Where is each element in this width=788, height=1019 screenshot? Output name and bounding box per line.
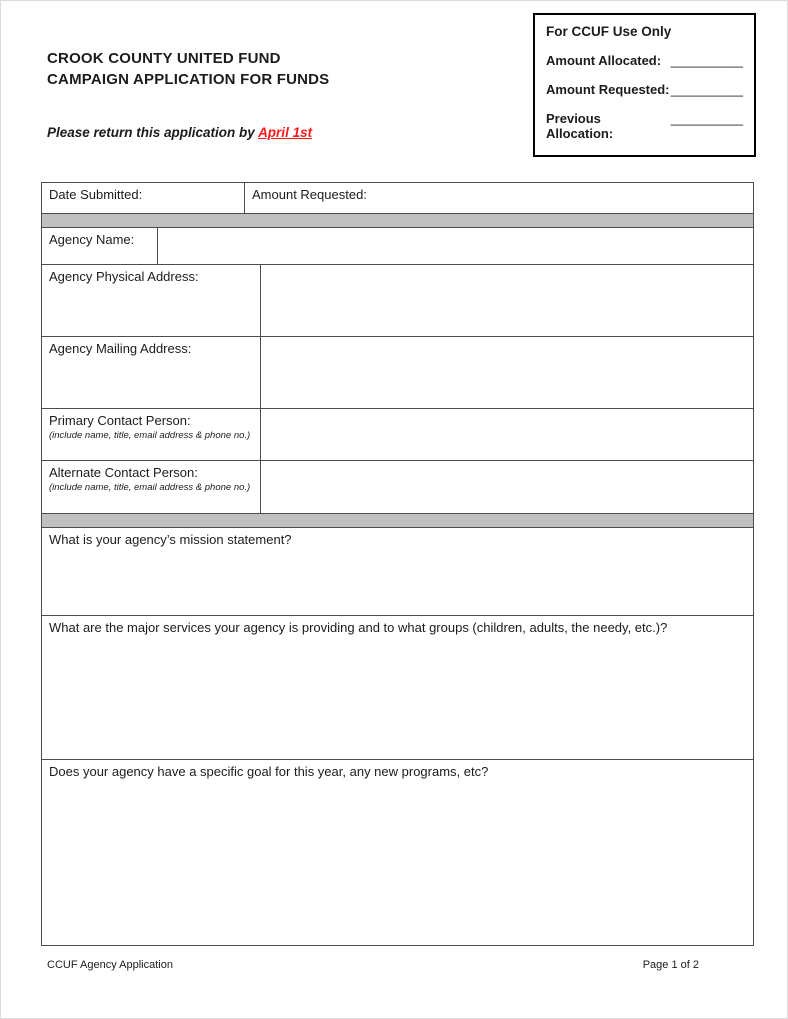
physical-address-label: Agency Physical Address: bbox=[49, 269, 199, 284]
row-agency-name bbox=[42, 228, 753, 265]
row-primary-contact bbox=[42, 409, 753, 461]
question-mission-cell bbox=[42, 528, 753, 615]
question-goal-cell bbox=[42, 760, 753, 945]
ccuf-field-label: Previous Allocation: bbox=[546, 111, 614, 141]
ccuf-box-title: For CCUF Use Only bbox=[546, 24, 672, 39]
question-goal-label: Does your agency have a specific goal for this year, any new programs, etc? bbox=[49, 764, 489, 779]
row-date-amount bbox=[42, 183, 753, 214]
physical-address-label-cell bbox=[42, 265, 260, 336]
physical-address-value-cell bbox=[260, 265, 753, 336]
primary-contact-note: (include name, title, email address & phone no.) bbox=[49, 430, 251, 442]
question-services-cell bbox=[42, 616, 753, 759]
ccuf-field-blank: __________ bbox=[670, 82, 743, 97]
question-mission-label: What is your agency’s mission statement? bbox=[49, 532, 292, 547]
document-title-block bbox=[47, 48, 329, 90]
row-question-goal bbox=[42, 760, 753, 945]
date-submitted-cell bbox=[42, 183, 244, 213]
ccuf-field-amount-allocated bbox=[546, 53, 743, 68]
primary-contact-label-cell bbox=[42, 409, 260, 460]
amount-requested-cell bbox=[244, 183, 753, 213]
page-footer bbox=[47, 959, 699, 971]
row-physical-address bbox=[42, 265, 753, 337]
return-instruction bbox=[47, 125, 312, 140]
form-title: CAMPAIGN APPLICATION FOR FUNDS bbox=[47, 71, 330, 88]
application-form-table bbox=[41, 182, 754, 946]
row-question-mission bbox=[42, 528, 753, 616]
primary-contact-label: Primary Contact Person: bbox=[49, 413, 191, 428]
alternate-contact-value-cell bbox=[260, 461, 753, 513]
amount-requested-label: Amount Requested: bbox=[252, 187, 367, 202]
ccuf-use-only-box bbox=[533, 13, 756, 157]
mailing-address-value-cell bbox=[260, 337, 753, 408]
agency-name-label-cell bbox=[42, 228, 157, 264]
alternate-contact-label: Alternate Contact Person: bbox=[49, 465, 198, 480]
return-instruction-text: Please return this application by bbox=[47, 125, 259, 140]
footer-document-name: CCUF Agency Application bbox=[47, 959, 173, 971]
alternate-contact-note: (include name, title, email address & phone no.) bbox=[49, 482, 251, 494]
section-separator bbox=[42, 514, 753, 528]
ccuf-field-blank: __________ bbox=[670, 111, 743, 126]
footer-page-number: Page 1 of 2 bbox=[642, 959, 699, 971]
mailing-address-label: Agency Mailing Address: bbox=[49, 341, 192, 356]
alternate-contact-label-cell bbox=[42, 461, 260, 513]
agency-name-value-cell bbox=[157, 228, 753, 264]
agency-name-label: Agency Name: bbox=[49, 232, 135, 247]
date-submitted-label: Date Submitted: bbox=[49, 187, 143, 202]
primary-contact-value-cell bbox=[260, 409, 753, 460]
ccuf-field-blank: __________ bbox=[670, 53, 743, 68]
ccuf-field-label: Amount Requested: bbox=[546, 82, 670, 97]
question-services-label: What are the major services your agency is providing and to what groups (children, adults, the needy, etc.)? bbox=[49, 620, 668, 635]
org-title: CROOK COUNTY UNITED FUND bbox=[47, 50, 281, 67]
ccuf-field-label: Amount Allocated: bbox=[546, 53, 662, 68]
row-mailing-address bbox=[42, 337, 753, 409]
row-question-services bbox=[42, 616, 753, 760]
mailing-address-label-cell bbox=[42, 337, 260, 408]
row-alternate-contact bbox=[42, 461, 753, 514]
ccuf-field-previous-allocation bbox=[546, 111, 743, 141]
ccuf-field-amount-requested bbox=[546, 82, 743, 97]
section-separator bbox=[42, 214, 753, 228]
return-deadline: April 1st bbox=[258, 125, 313, 140]
